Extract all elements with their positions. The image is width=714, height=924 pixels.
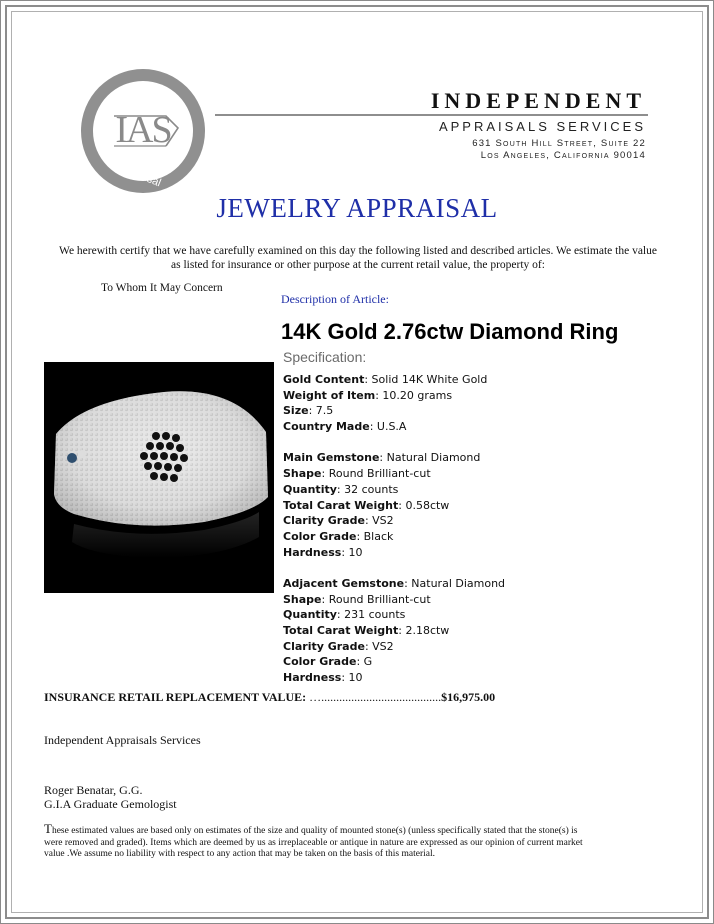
spec-weight: Weight of Item: 10.20 grams (283, 388, 453, 402)
spec-spacer (283, 560, 505, 576)
ring-photo (44, 362, 274, 593)
certification-intro: We herewith certify that we have carefully examined on this day the following listed and described articles. We estimate the value as listed for insurance or other purpose at the current retail value, the property of: (59, 245, 657, 271)
spec-main-clarity: Clarity Grade: VS2 (283, 514, 394, 528)
specification-list (283, 372, 505, 686)
item-title: 14K Gold 2.76ctw Diamond Ring (281, 319, 619, 344)
spec-adjacent-shape: Shape: Round Brilliant-cut (283, 592, 431, 606)
spec-adjacent-color: Color Grade: G (283, 655, 373, 669)
logo-text: Appraisal (115, 161, 163, 190)
spec-main-carat: Total Carat Weight: 0.58ctw (283, 498, 450, 512)
spec-main-color: Color Grade: Black (283, 529, 394, 543)
recipient: To Whom It May Concern (101, 282, 223, 294)
insurance-dots: …........................................ (309, 690, 442, 704)
spec-gold-content: Gold Content: Solid 14K White Gold (283, 373, 488, 386)
spec-adjacent-gemstone: Adjacent Gemstone: Natural Diamond (283, 576, 506, 590)
spec-size: Size: 7.5 (283, 404, 334, 418)
spec-adjacent-quantity: Quantity: 231 counts (283, 608, 406, 622)
ias-logo (78, 66, 208, 196)
company-name: INDEPENDENT (430, 88, 646, 113)
signer-name: Roger Benatar, G.G. (44, 783, 143, 797)
spec-adjacent-hardness: Hardness: 10 (283, 671, 363, 685)
insurance-label: INSURANCE RETAIL REPLACEMENT VALUE: (44, 690, 307, 704)
specification-label: Specification: (283, 349, 367, 365)
spec-spacer (283, 435, 505, 451)
signing-company: Independent Appraisals Services (44, 733, 201, 747)
spec-main-hardness: Hardness: 10 (283, 545, 363, 559)
spec-country: Country Made: U.S.A (283, 420, 407, 434)
insurance-value: $16,975.00 (441, 690, 496, 704)
disclaimer (44, 823, 584, 861)
address-line-2: Los Angeles, California 90014 (480, 150, 646, 161)
spec-main-quantity: Quantity: 32 counts (283, 482, 399, 496)
spec-adjacent-carat: Total Carat Weight: 2.18ctw (283, 624, 450, 637)
spec-adjacent-clarity: Clarity Grade: VS2 (283, 639, 394, 653)
signer-title: G.I.A Graduate Gemologist (44, 797, 177, 811)
insurance-value-line (44, 690, 495, 705)
spec-main-shape: Shape: Round Brilliant-cut (283, 467, 431, 481)
spec-main-gemstone: Main Gemstone: Natural Diamond (283, 451, 481, 465)
header-divider (215, 114, 648, 116)
address-line-1: 631 South Hill Street, Suite 22 (472, 138, 646, 149)
disclaimer-initial: T (44, 821, 52, 836)
logo-letters: IAS (115, 109, 171, 151)
company-address (380, 138, 646, 162)
description-label: Description of Article: (281, 292, 389, 306)
disclaimer-text: hese estimated values are based only on estimates of the size and quality of mounted stone(s) (unless specifically stated that the stone(s) is were removed and graded). Items which are deemed by us as irreplaceable or antique in nature are expressed as our opinion of current market value .We assume no liability with respect to any action that may be taken on the basis of this material. (44, 826, 583, 859)
ring-image (44, 362, 274, 593)
document-title: JEWELRY APPRAISAL (216, 193, 498, 223)
company-subtitle: APPRAISALS SERVICES (438, 119, 646, 134)
